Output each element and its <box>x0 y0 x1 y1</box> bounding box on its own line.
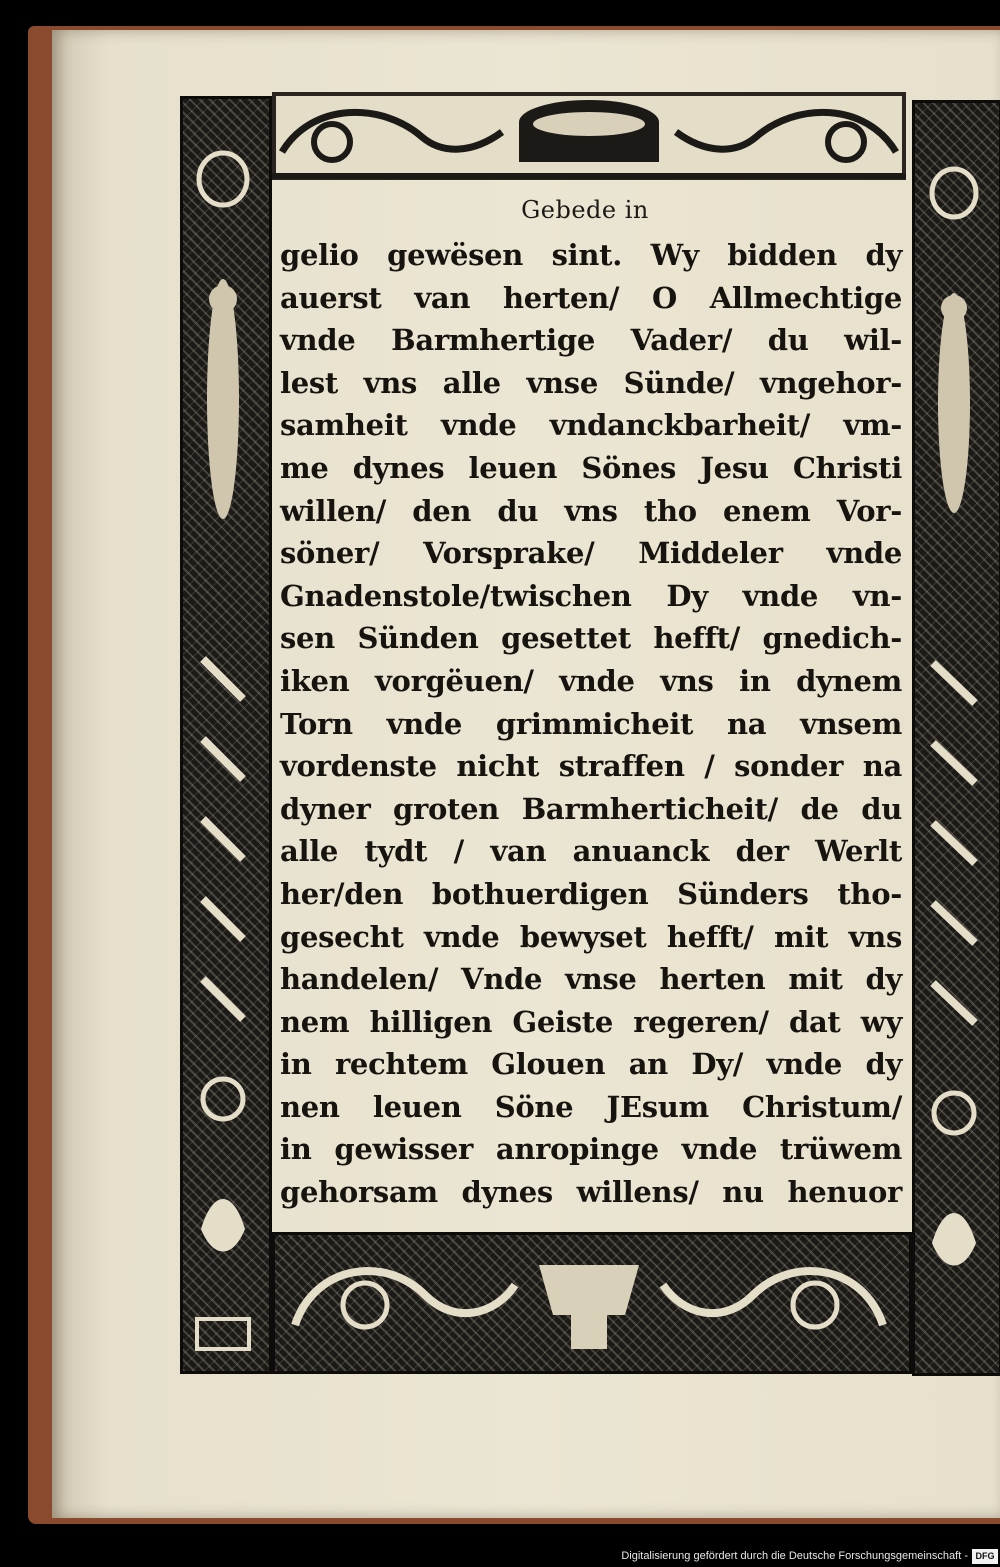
text-line: willen/ den du vns tho enem Vor- <box>280 493 902 528</box>
text-line: gehorsam dynes willens/ nu henuor <box>280 1175 902 1210</box>
text-line: vordenste nicht straffen / sonder na <box>280 749 902 784</box>
digitization-credit: Digitalisierung gefördert durch die Deutsche Forschungsgemeinschaft - <box>621 1550 968 1562</box>
text-line: me dynes leuen Sönes Jesu Christi <box>280 450 902 485</box>
text-line: dyner groten Barmherticheit/ de du <box>280 791 902 826</box>
text-line: samheit vnde vndanckbarheit/ vm- <box>280 408 902 443</box>
text-line: söner/ Vorsprake/ Middeler vnde <box>280 536 902 571</box>
text-line: vnde Barmhertige Vader/ du wil- <box>280 323 902 358</box>
text-line: Torn vnde grimmicheit na vnsem <box>280 706 902 741</box>
running-head: Gebede in <box>521 196 649 224</box>
top-ornament-band <box>272 92 906 180</box>
text-line: gesecht vnde bewyset hefft/ mit vns <box>280 919 902 954</box>
text-line: gelio gewe͏̈sen sint. Wy bidden dy <box>280 238 902 272</box>
text-line: sen Sünden gesettet hefft/ gnedich- <box>280 621 902 656</box>
text-line: lest vns alle vnse Sünde/ vngehor- <box>280 365 902 400</box>
text-line: nen leuen Söne JEsum Christum/ <box>280 1089 902 1124</box>
body-text <box>280 234 902 1214</box>
text-line: her/den bothuerdigen Sünders tho- <box>280 876 902 911</box>
text-line: nem hilligen Geiste regeren/ dat wy <box>280 1004 902 1039</box>
right-pillar-ornament <box>912 100 1000 1376</box>
bottom-ornament-band <box>272 1232 912 1374</box>
text-line: alle tydt / van anuanck der Werlt <box>280 834 902 869</box>
dfg-logo: DFG <box>972 1549 998 1564</box>
text-line: iken vorgëuen/ vnde vns in dynem <box>280 663 902 698</box>
text-line: auerst van herten/ O Allmechtige <box>280 280 902 315</box>
text-line: in gewisser anropinge vnde trüwem <box>280 1132 902 1167</box>
text-line: in rechtem Glouen an Dy/ vnde dy <box>280 1047 902 1082</box>
left-pillar-ornament <box>180 96 272 1374</box>
text-line: handelen/ Vnde vnse herten mit dy <box>280 962 902 997</box>
text-line: Gnadenstole/twischen Dy vnde vn- <box>280 578 902 613</box>
